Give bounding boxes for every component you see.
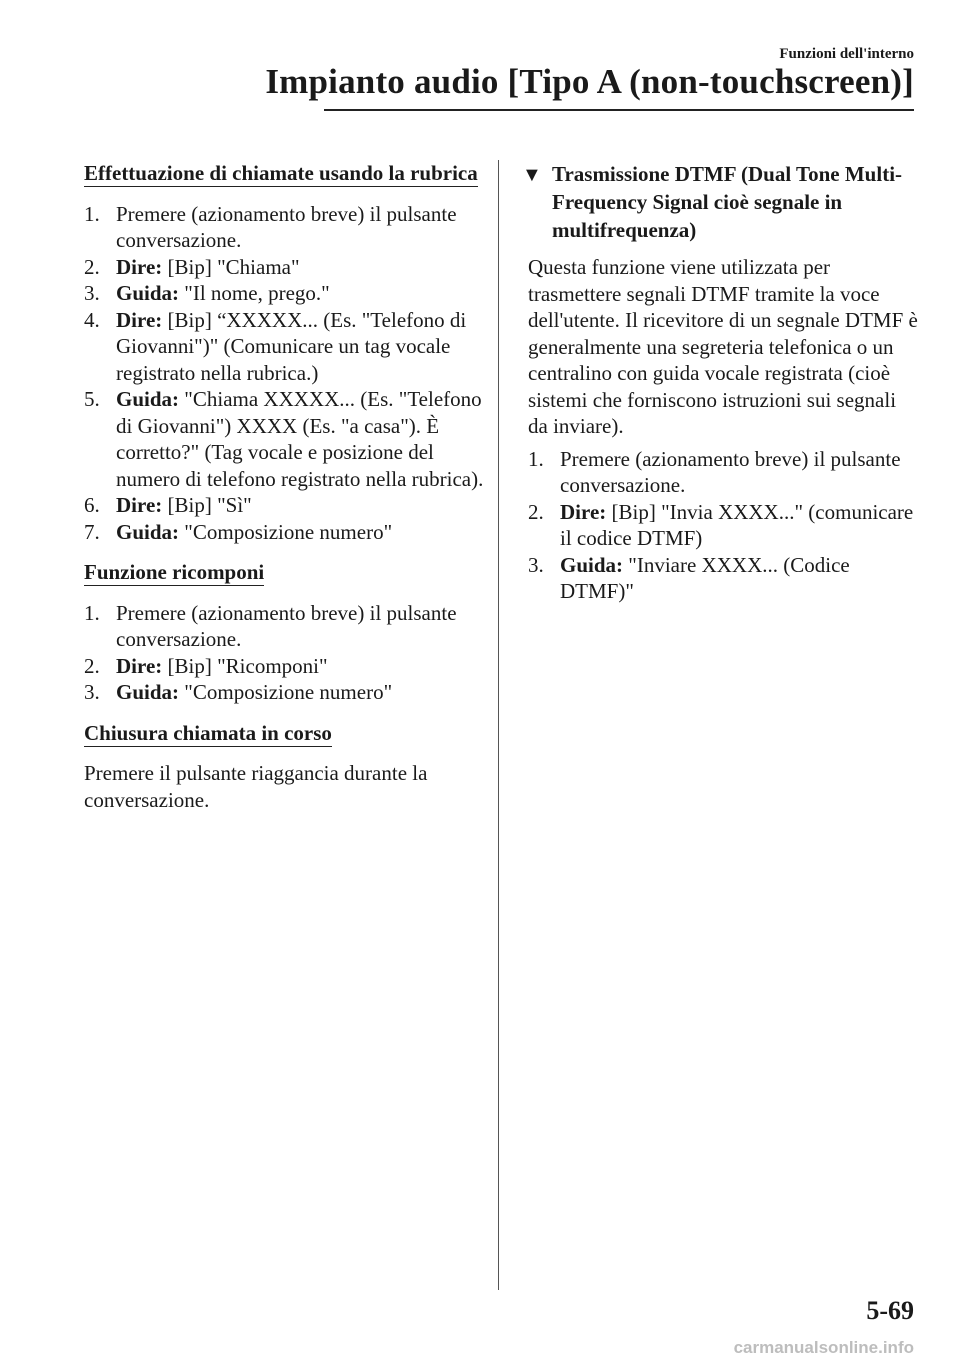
dtmf-paragraph: Questa funzione viene utilizzata per trasmettere segnali DTMF tramite la voce dell'utente. Il ricevitore di un segnale DTMF è generalmente una segreteria telefonica o un centralino con guida vocale registrata (cioè sistemi che forniscono istruzioni sui segnali da inviare). <box>528 255 918 438</box>
step-list <box>84 600 484 706</box>
page-number: 5-69 <box>866 1296 914 1325</box>
list-item: 1. Premere (azionamento breve) il pulsante conversazione. <box>84 600 457 651</box>
heading-redial: Funzione ricomponi <box>84 560 265 584</box>
list-item: 3. Guida: "Inviare XXXX... (Codice DTMF)" <box>528 552 850 603</box>
list-item: 1. Premere (azionamento breve) il pulsante conversazione. <box>84 201 457 252</box>
watermark: carmanualsonline.info <box>733 1338 914 1357</box>
section-label: Funzioni dell'interno <box>779 46 914 62</box>
list-item: 1. Premere (azionamento breve) il pulsante conversazione. <box>528 446 901 497</box>
heading-end-call: Chiusura chiamata in corso <box>84 720 332 745</box>
end-call-paragraph: Premere il pulsante riaggancia durante la conversazione. <box>84 761 428 812</box>
list-item: 6. Dire: [Bip] "Sì" <box>84 493 252 517</box>
list-item: 3. Guida: "Il nome, prego." <box>84 281 330 305</box>
header-rule <box>324 109 914 111</box>
list-item: 2. Dire: [Bip] "Chiama" <box>84 254 300 279</box>
heading-phonebook-call: Effettuazione di chiamate usando la rubrica <box>84 161 478 185</box>
list-item: 3. Guida: "Composizione numero" <box>84 680 393 704</box>
left-column <box>84 160 484 819</box>
list-item: 4. Dire: [Bip] “XXXXX... (Es. "Telefono di Giovanni")" (Comunicare un tag vocale registrato nella rubrica.) <box>84 307 467 385</box>
list-item: 7. Guida: "Composizione numero" <box>84 519 393 544</box>
heading-dtmf: ▼ Trasmissione DTMF (Dual Tone Multi-Frequency Signal cioè segnale in multifrequenza) <box>522 162 903 242</box>
step-list <box>84 201 484 546</box>
triangle-down-icon: ▼ <box>522 164 542 186</box>
page-title: Impianto audio [Tipo A (non-touchscreen)] <box>265 62 914 101</box>
step-list <box>528 446 920 605</box>
list-item: 5. Guida: "Chiama XXXXX... (Es. "Telefono di Giovanni") XXXX (Es. "a casa"). È corretto?" (Tag vocale e posizione del numero di telefono registrato nella rubrica). <box>84 387 484 491</box>
right-column <box>522 160 920 605</box>
list-item: 2. Dire: [Bip] "Invia XXXX..." (comunicare il codice DTMF) <box>528 499 914 550</box>
list-item: 2. Dire: [Bip] "Ricomponi" <box>84 653 328 678</box>
column-divider <box>498 160 499 1290</box>
